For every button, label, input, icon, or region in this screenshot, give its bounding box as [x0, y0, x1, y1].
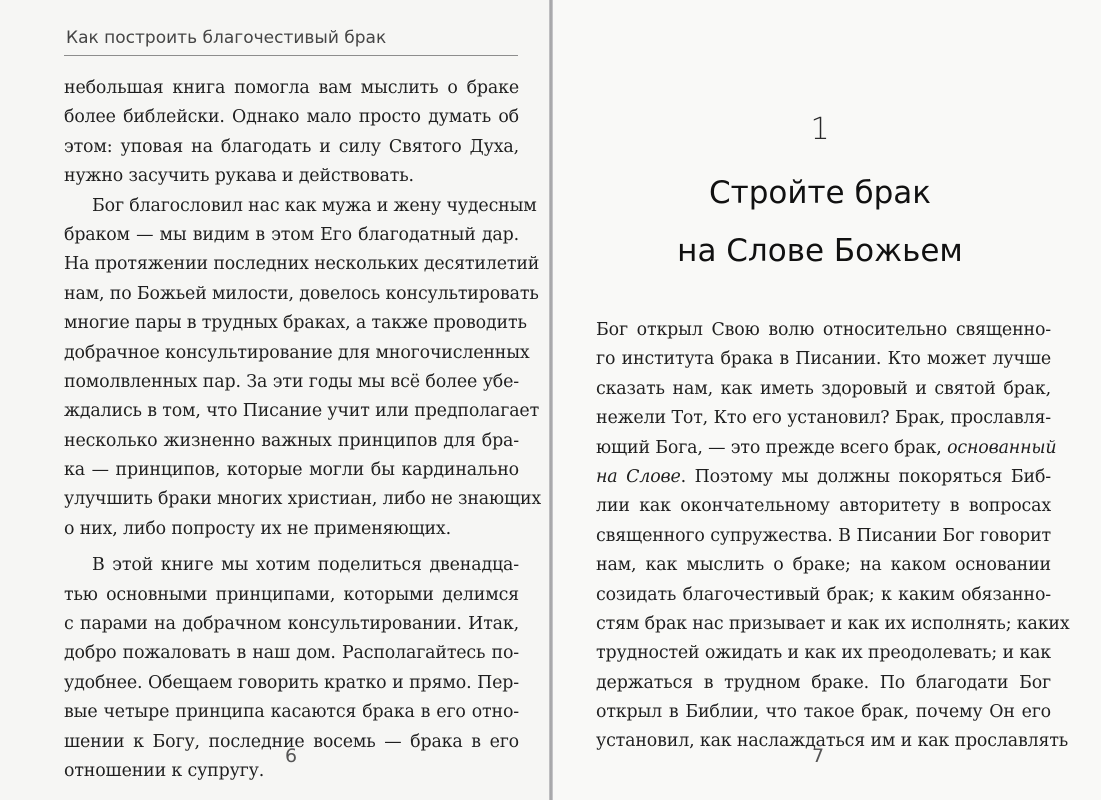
right-page-body	[596, 316, 1070, 757]
text-line: шении к Богу, последние восемь — брака в его	[64, 731, 519, 752]
text-line: более библейски. Однако мало просто думать об	[64, 107, 519, 128]
text-line: го института брака в Писании. Кто может лучше	[596, 349, 1051, 370]
text-line: добрачное консультирование для многочисленных	[64, 342, 530, 363]
text-line: с парами на добрачном консультировании. Итак,	[64, 614, 519, 635]
left-page	[0, 0, 549, 800]
paragraph-gap	[64, 544, 519, 551]
text-line: многие пары в трудных браках, а также проводить	[64, 313, 527, 334]
text-line: нам, по Божьей милости, довелось консультировать	[64, 283, 539, 304]
text-line: открыл в Библии, что такое брак, почему Он его	[596, 702, 1051, 723]
italic-phrase: основанный	[947, 437, 1057, 458]
chapter-title	[600, 164, 1040, 280]
left-page-body	[64, 74, 542, 786]
text-line: добро пожаловать в наш дом. Располагайтесь по-	[64, 643, 519, 664]
text-line: браком — мы видим в этом Его благодатный дар.	[64, 224, 519, 245]
page-number: 7	[812, 745, 825, 767]
text-line: нужно засучить рукава и действовать.	[64, 166, 414, 187]
text-line: этом: уповая на благодать и силу Святого Духа,	[64, 136, 519, 157]
text-line: В этой книге мы хотим поделиться двенадца-	[92, 555, 519, 576]
text-line: установил, как наслаждаться им и как прославлять	[596, 731, 1069, 752]
text-line: тью основными принципами, которыми делимся	[64, 584, 519, 605]
header-rule	[64, 55, 518, 56]
text-line: удобнее. Обещаем говорить кратко и прямо. Пер-	[64, 672, 519, 693]
text-line: небольшая книга помогла вам мыслить о браке	[64, 78, 519, 98]
text-line: улучшить браки многих христиан, либо не знающих	[64, 489, 542, 510]
text-line: нежели Тот, Кто его установил? Брак, прославля-	[596, 408, 1051, 429]
chapter-number: 1	[810, 112, 830, 147]
italic-phrase: на Слове	[596, 466, 681, 487]
page-number: 6	[285, 745, 298, 767]
text-line: отношении к супругу.	[64, 760, 265, 781]
text-line: сказать нам, как иметь здоровый и святой брак,	[596, 378, 1051, 399]
text-line: созидать благочестивый брак; к каким обязанно-	[596, 584, 1051, 605]
text-line: стям брак нас призывает и как их исполнять; каких	[596, 613, 1070, 634]
text-line: Бог открыл Свою волю относительно священно-	[596, 320, 1051, 340]
text-line: священного супружества. В Писании Бог говорит	[596, 525, 1051, 546]
chapter-title-line: на Слове Божьем	[677, 233, 963, 269]
text-run: ющий Бога, — это прежде всего брак,	[596, 437, 948, 458]
running-header: Как построить благочестивый брак	[66, 28, 387, 48]
text-line: несколько жизненно важных принципов для бра-	[64, 430, 519, 451]
text-run: . Поэтому мы должны покоряться Биб-	[680, 466, 1051, 487]
text-line: держаться в трудном браке. По благодати Бог	[596, 672, 1051, 693]
text-line: нам, как мыслить о браке; на каком основании	[596, 555, 1051, 576]
text-line	[596, 463, 1051, 492]
text-line: о них, либо попросту их не применяющих.	[64, 518, 451, 539]
text-line: лии как окончательному авторитету в вопросах	[596, 496, 1051, 517]
text-line: трудностей ожидать и как их преодолевать; и как	[596, 643, 1051, 664]
text-line: ка — принципов, которые могли бы кардинально	[64, 460, 519, 481]
chapter-title-line: Стройте брак	[709, 175, 931, 211]
text-line: помолвленных пар. За эти годы мы всё более убе-	[64, 371, 519, 392]
text-line: На протяжении последних нескольких десятилетий	[64, 254, 540, 275]
text-line	[596, 434, 1057, 463]
text-line: вые четыре принципа касаются брака в его отно-	[64, 702, 519, 723]
text-line: ждались в том, что Писание учит или предполагает	[64, 401, 540, 422]
text-line: Бог благословил нас как мужа и жену чудесным	[92, 195, 537, 216]
